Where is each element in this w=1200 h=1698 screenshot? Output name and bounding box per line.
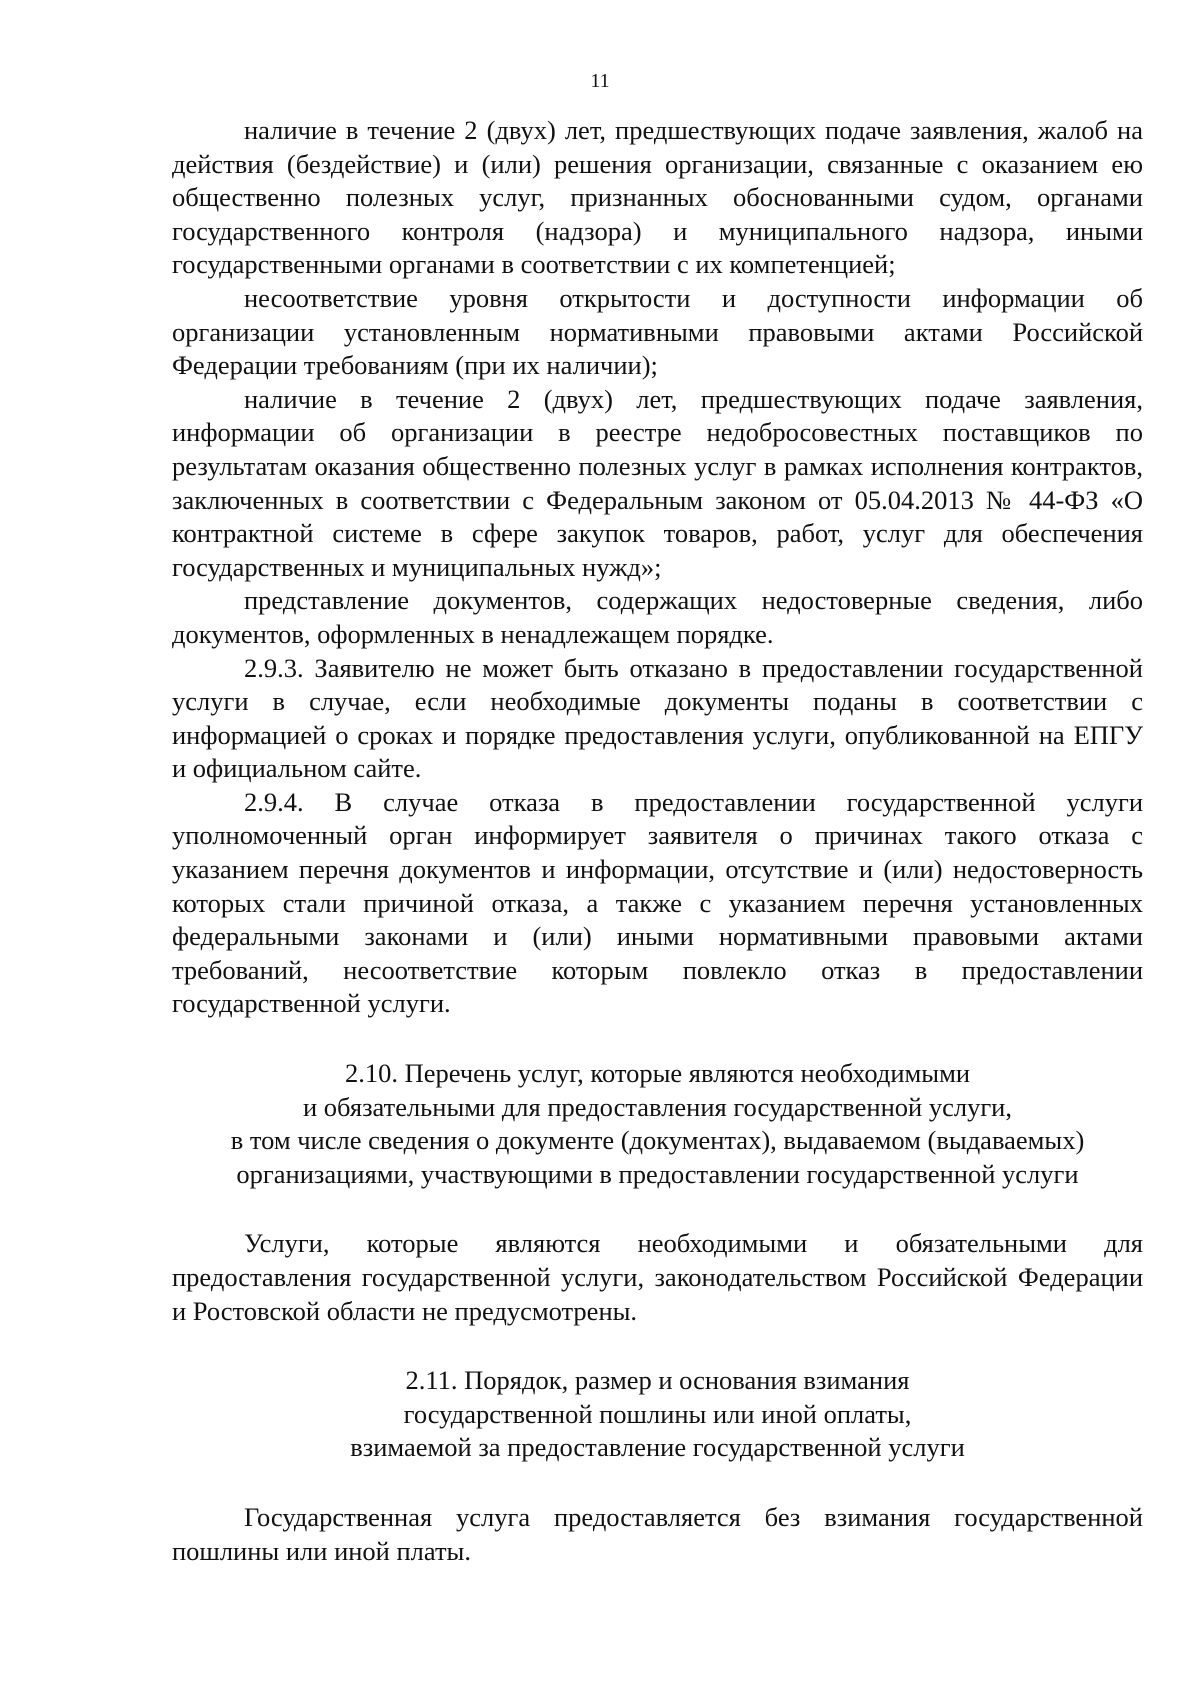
document-body [172, 114, 1143, 1568]
heading-line: в том числе сведения о документе (документах), выдаваемом (выдаваемых) [230, 1125, 1085, 1156]
paragraph-2-10-text: Услуги, которые являются необходимыми и обязательными для предоставления государственной услуги, законодательством Российской Федерации и Ростовской области не предусмотрены. [172, 1228, 1143, 1326]
heading-line: взимаемой за предоставление государственной услуги [350, 1432, 965, 1463]
heading-line: 2.11. Порядок, размер и основания взимания [405, 1365, 910, 1396]
section-spacer [172, 1191, 1143, 1227]
heading-line: государственной пошлины или иной оплаты, [403, 1398, 912, 1429]
paragraph-openness: несоответствие уровня открытости и доступности информации об организации установленным нормативными правовыми актами Российской Федерации требованиям (при их наличии); [172, 282, 1143, 381]
heading-line: и обязательными для предоставления государственной услуги, [303, 1091, 1012, 1122]
heading-line: организациями, участвующими в предоставлении государственной услуги [236, 1158, 1079, 1189]
section-spacer [172, 1328, 1143, 1364]
paragraph-2-11-text: Государственная услуга предоставляется без взимания государственной пошлины или иной платы. [172, 1501, 1143, 1566]
section-heading-2-11 [172, 1364, 1143, 1465]
section-spacer [172, 1465, 1143, 1501]
heading-line: 2.10. Перечень услуг, которые являются необходимыми [344, 1058, 971, 1089]
paragraph-registry: наличие в течение 2 (двух) лет, предшествующих подаче заявления, информации об организации в реестре недобросовестных поставщиков по результатам оказания общественно полезных услуг в рамках исполнения контрактов, заключенных в соответствии с Федеральным законом от 05.04.2013 № 44-ФЗ «О контрактной системе в сфере закупок товаров, работ, услуг для обеспечения государственных и муниципальных нужд»; [172, 383, 1143, 582]
paragraph-2-9-3: 2.9.3. Заявителю не может быть отказано в предоставлении государственной услуги в случае, если необходимые документы поданы в соответствии с информацией о сроках и порядке предоставления услуги, опубликованной на ЕПГУ и официальном сайте. [172, 652, 1143, 784]
page-number: 11 [590, 70, 610, 92]
section-spacer [172, 1021, 1143, 1057]
paragraph-2-9-4: 2.9.4. В случае отказа в предоставлении государственной услуги уполномоченный орган информирует заявителя о причинах такого отказа с указанием перечня документов и информации, отсутствие и (или) недостоверность которых стали причиной отказа, а также с указанием перечня установленных федеральными законами и (или) иными нормативными правовыми актами требований, несоответствие которым повлекло отказ в предоставлении государственной услуги. [172, 786, 1143, 1019]
paragraph-false-documents: представление документов, содержащих недостоверные сведения, либо документов, оформленных в ненадлежащем порядке. [172, 585, 1143, 649]
paragraph-complaints: наличие в течение 2 (двух) лет, предшествующих подаче заявления, жалоб на действия (бездействие) и (или) решения организации, связанные с оказанием ею общественно полезных услуг, признанных обоснованными судом, органами государственного контроля (надзора) и муниципального надзора, иными государственными органами в соответствии с их компетенцией; [172, 115, 1143, 280]
section-heading-2-10 [172, 1057, 1143, 1191]
